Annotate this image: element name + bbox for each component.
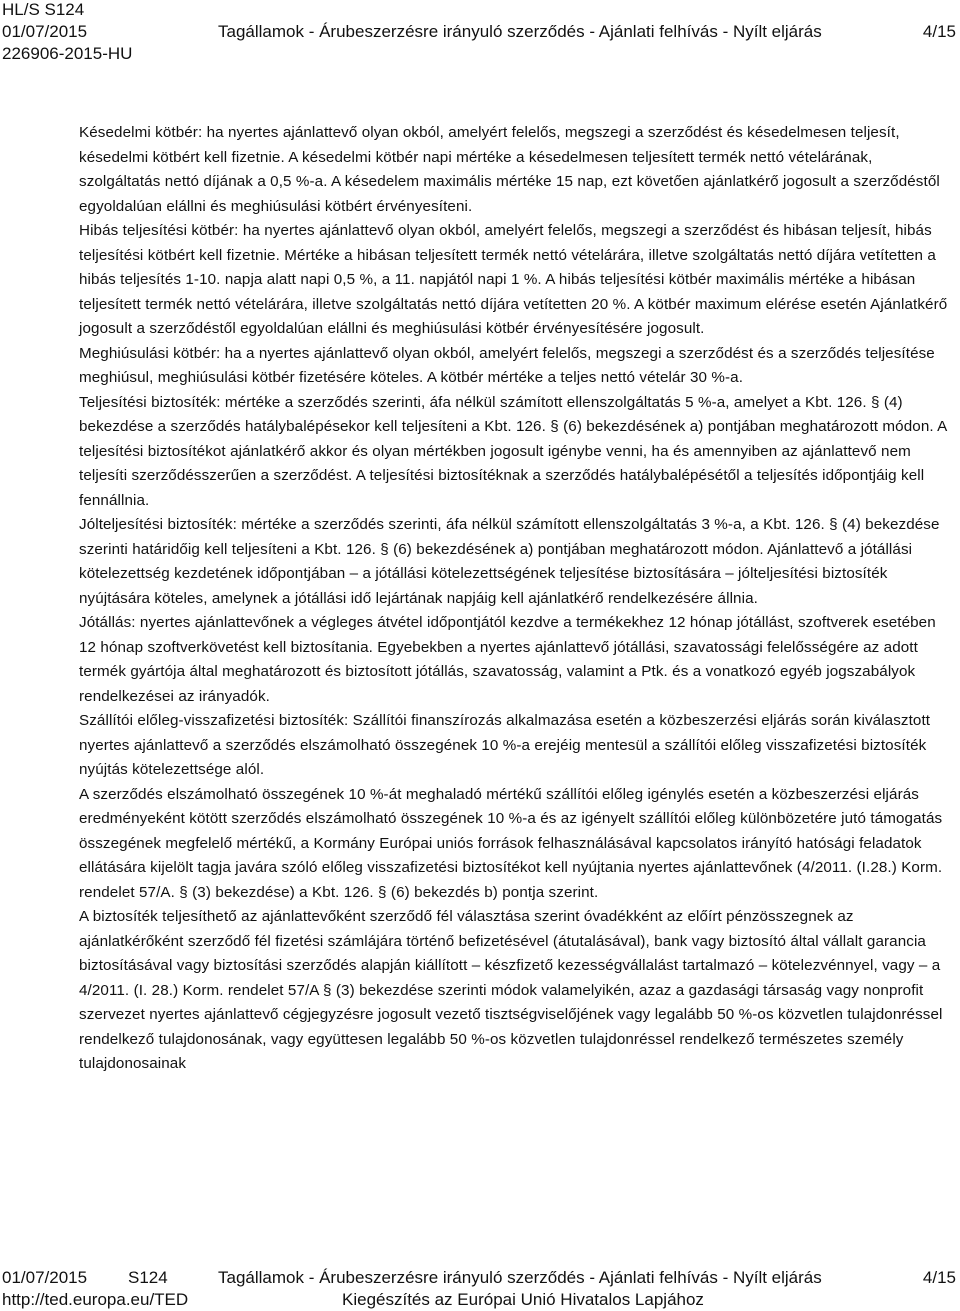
page-footer — [0, 1264, 960, 1311]
footer-url-link[interactable]: http://ted.europa.eu/TED — [2, 1290, 189, 1309]
paragraph-performance-guarantee: Teljesítési biztosíték: mértéke a szerződés szerinti, áfa nélkül számított ellenszolgáltatás 5 %-a, amelyet a Kbt. 126. § (4) bekezdése a szerződés hatálybalépésekor kell teljesíteni a Kbt. 126. § (6) bekezdésének a) pontjában meghatározott módon. A teljesítési biztosítékot ajánlatkérő akkor és olyan mértékben jogosult igénybe venni, ha és amennyiben az ajánlattevő nem teljesíti szerződésszerűen a szerződést. A teljesítési biztosítéknak a szerződés hatálybalépésétől a teljesítés időpontjáig kell fennállnia. — [79, 393, 947, 509]
paragraph-failure-penalty: Meghiúsulási kötbér: ha a nyertes ajánlattevő olyan okból, amelyért felelős, megszegi a szerződést és a szerződés teljesítése meghiúsul, meghiúsulási kötbér fizetésére köteles. A kötbér mértéke a teljes nettó vételár 30 %-a. — [79, 344, 935, 386]
header-doc-id: 226906-2015-HU — [2, 44, 133, 63]
header-date: 01/07/2015 — [2, 22, 88, 41]
header-page-number: 4/15 — [922, 22, 956, 41]
footer-title: Tagállamok - Árubeszerzésre irányuló szerződés - Ajánlati felhívás - Nyílt eljárás — [218, 1268, 822, 1287]
document-body — [79, 121, 951, 1077]
paragraph-good-performance-guarantee: Jólteljesítési biztosíték: mértéke a szerződés szerinti, áfa nélkül számított ellenszolgáltatás 3 %-a, a Kbt. 126. § (4) bekezdése szerinti határidőig kell teljesíteni a Kbt. 126. § (6) bekezdésének a) pontjában meghatározott módon. Ajánlattevő a jótállási kötelezettség kezdetének időpontjában – a jótállási kötelezettségének teljesítése biztosítására – jólteljesítési biztosíték nyújtására köteles, amelynek a jótállási idő lejártának napjáig kell ajánlatkérő rendelkezésére állnia. — [79, 516, 940, 607]
paragraph-delay-penalty: Késedelmi kötbér: ha nyertes ajánlattevő olyan okból, amelyért felelős, megszegi a szerződést és késedelmesen teljesít, késedelmi kötbért kell fizetnie. A késedelmi kötbér napi mértéke a késedelmesen teljesített termék nettó vételárának, szolgáltatás nettó díjának a 0,5 %-a. A késedelem maximális mértéke 15 nap, ezt követően ajánlatkérő jogosult a szerződéstől egyoldalúan elállni és meghiúsulási kötbért érvényesíteni. — [79, 124, 940, 215]
header-title: Tagállamok - Árubeszerzésre irányuló szerződés - Ajánlati felhívás - Nyílt eljárás — [218, 22, 822, 41]
paragraph-advance-over-threshold: A szerződés elszámolható összegének 10 %-át meghaladó mértékű szállítói előleg igénylés esetén a közbeszerzési eljárás eredményeként kötött szerződés elszámolható összegének 10 %-a és az igényelt szállítói előleg különbözetére jutó támogatás összegének megfelelő mértékű, a Kormány Európai uniós források felhasználásával kapcsolatos irányító hatósági feladatok ellátására kijelölt tagja javára szóló előleg visszafizetési biztosítékot kell nyújtania nyertes ajánlattevőnek (4/2011. (I.28.) Korm. rendelet 57/A. § (3) bekezdése) a Kbt. 126. § (6) bekezdés b) pontja szerint. — [79, 785, 943, 901]
page-header — [0, 0, 960, 72]
header-series: HL/S S124 — [2, 0, 85, 19]
paragraph-warranty: Jótállás: nyertes ajánlattevőnek a végleges átvétel időpontjától kezdve a termékekhez 12 hónap jótállást, szoftverek esetében 12 hónap szoftverkövetést kell biztosítania. Egyebekben a nyertes ajánlattevő jótállási, szavatossági felelősségére az adott termék gyártója által meghatározott és biztosított jótállás, szavatosság, valamint a Ptk. és a vonatkozó egyéb jogszabályok rendelkezései az irányadók. — [79, 614, 936, 705]
footer-code: S124 — [128, 1268, 168, 1287]
paragraph-advance-repayment-guarantee: Szállítói előleg-visszafizetési biztosíték: Szállítói finanszírozás alkalmazása esetén a közbeszerzési eljárás során kiválasztott nyertes ajánlattevő a szerződés elszámolható összegének 10 %-a erejéig mentesül a szállítói előleg visszafizetési biztosíték nyújtás kötelezettsége alól. — [79, 712, 931, 778]
paragraph-faulty-performance-penalty: Hibás teljesítési kötbér: ha nyertes ajánlattevő olyan okból, amelyért felelős, megszegi a szerződést és hibásan teljesít, hibás teljesítési kötbért kell fizetnie. Mértéke a hibásan teljesített termék nettó vételárára, illetve szolgáltatás nettó díjára vetítetten a hibás teljesítés 1-10. napja alatt napi 0,5 %, a 11. napjától napi 1 %. A hibás teljesítési kötbér maximális mértéke a hibásan teljesített termék nettó vételárára, illetve szolgáltatás nettó díjára vetítetten 20 %. A kötbér maximum elérése esetén Ajánlatkérő jogosult a szerződéstől egyoldalúan elállni és meghiúsulási kötbér érvényesítésére jogosult. — [79, 222, 948, 337]
paragraph-guarantee-forms: A biztosíték teljesíthető az ajánlattevőként szerződő fél választása szerint óvadékként az előírt pénzösszegnek az ajánlatkérőként szerződő fél fizetési számlájára történő befizetésével (átutalásával), bank vagy biztosító által vállalt garancia biztosításával vagy biztosítási szerződés alapján kiállított – készfizető kezességvállalást tartalmazó – kötelezvénnyel, vagy – a 4/2011. (I. 28.) Korm. rendelet 57/A § (3) bekezdése szerinti módok valamelyikén, azaz a gazdasági társaság vagy nonprofit szervezet nyertes ajánlattevő cégjegyzésre jogosult vezető tisztségviselőjének vagy legalább 50 %-os közvetlen tulajdonréssel rendelkező tulajdonosának, vagy együttesen legalább 50 %-os közvetlen tulajdonréssel rendelkező természetes személy tulajdonosainak — [79, 908, 943, 1072]
footer-date: 01/07/2015 — [2, 1268, 88, 1287]
footer-publisher: Kiegészítés az Európai Unió Hivatalos Lapjához — [342, 1290, 704, 1309]
footer-page-number: 4/15 — [922, 1268, 956, 1287]
